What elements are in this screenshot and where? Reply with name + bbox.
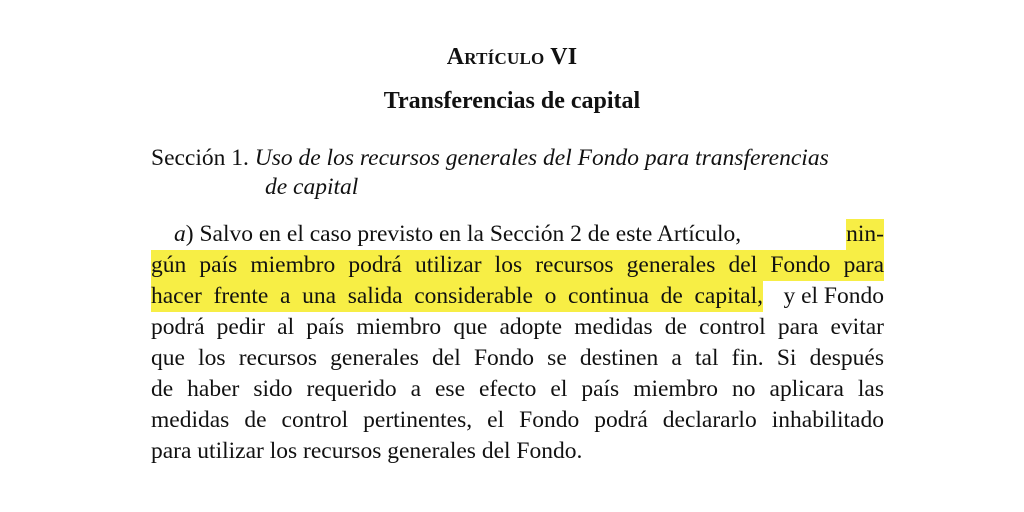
line-1-text [174, 219, 741, 250]
line-3-post-text: y el Fondo [783, 283, 884, 309]
paragraph-line-7 [151, 405, 884, 436]
paragraph-line-6 [151, 374, 884, 405]
highlight-line-1: nin- [846, 219, 884, 250]
line-6-text: de haber sido requerido a ese efecto el país miembro no aplicara las [151, 376, 884, 402]
line-8-text: para utilizar los recursos generales del Fondo. [151, 438, 583, 464]
highlight-line-3: hacer frente a una salida considerable o continua de capital, [151, 281, 763, 312]
article-title: Transferencias de capital [383, 88, 641, 114]
article-label-prefix: A [446, 44, 465, 70]
section-title-line-1: Uso de los recursos generales del Fondo para transferencias [254, 145, 829, 171]
line-1-pre-text: ) Salvo en el caso previsto en la Sección 2 de este Artículo, [185, 221, 742, 247]
line-5-text: que los recursos generales del Fondo se destinen a tal fin. Si después [151, 345, 884, 371]
item-letter: a [174, 221, 186, 247]
paragraph-line-2 [151, 250, 884, 281]
paragraph-line-3 [151, 281, 884, 312]
section-label: Sección 1. [151, 145, 249, 171]
paragraph-line-8 [151, 436, 884, 467]
line-4-text: podrá pedir al país miembro que adopte medidas de control para evitar [151, 314, 884, 340]
article-label-smallcaps: rtículo [464, 44, 545, 70]
paragraph-line-4 [151, 312, 884, 343]
paragraph-line-1 [174, 219, 884, 250]
section-heading-line-1 [151, 143, 891, 173]
highlight-line-2: gún país miembro podrá utilizar los recursos generales del Fondo para [151, 250, 884, 281]
section-title-line-2: de capital [265, 174, 359, 200]
article-heading [0, 42, 1024, 72]
section-heading-line-2 [265, 172, 1005, 202]
article-numeral: VI [550, 44, 578, 70]
paragraph-line-5 [151, 343, 884, 374]
line-7-text: medidas de control pertinentes, el Fondo podrá declararlo inhabilitado [151, 407, 884, 433]
